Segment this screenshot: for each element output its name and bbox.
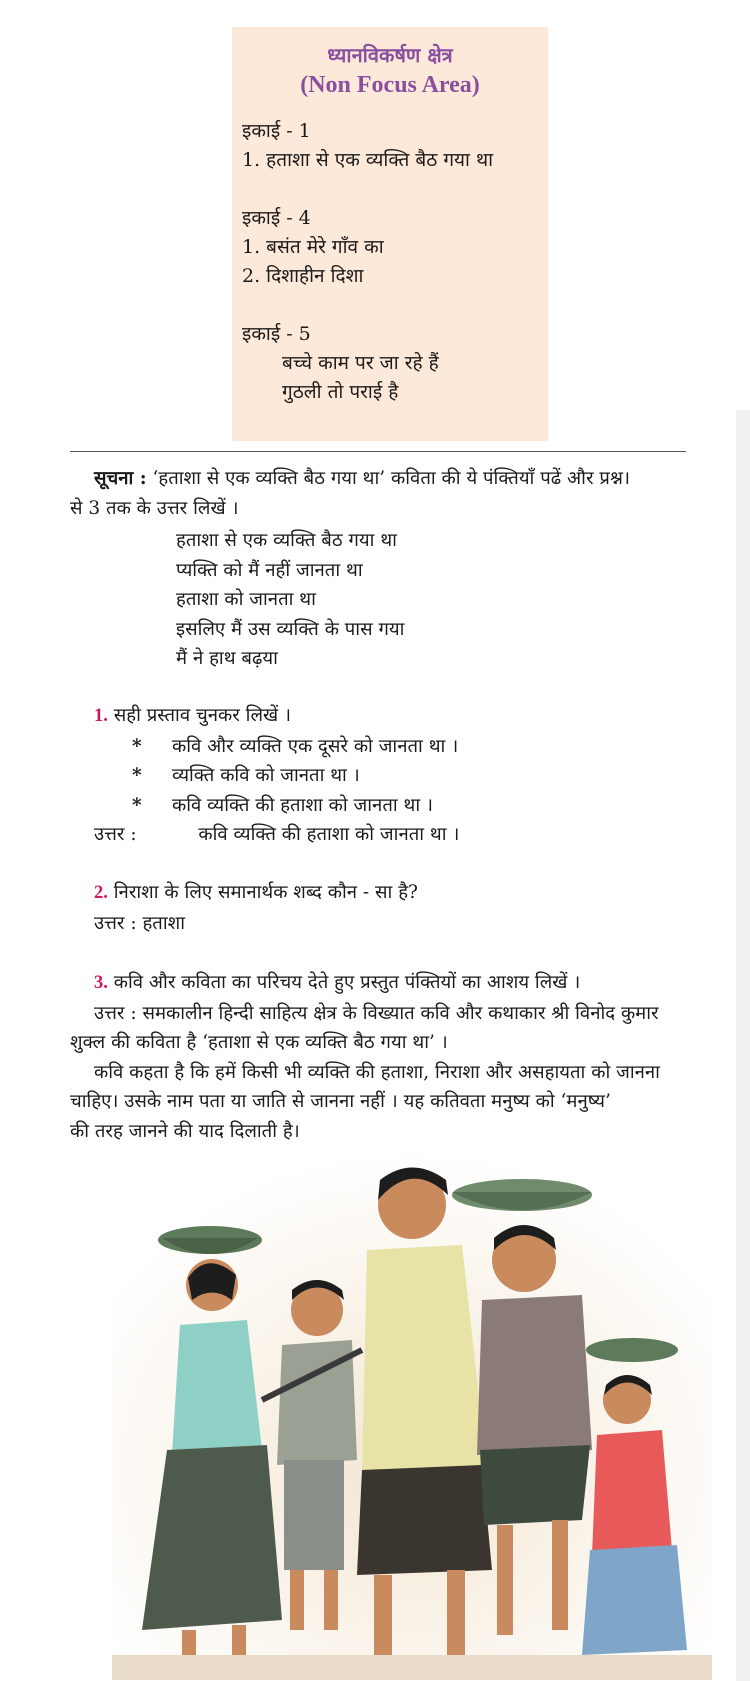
unit4-heading: इकाई - 4 <box>242 207 311 229</box>
divider <box>70 451 686 452</box>
answer-text: उत्तर : हताशा <box>94 912 186 934</box>
answer-line: चाहिए। उसके नाम पता या जाति से जानना नहीं । यह कतिवता मनुष्य को ‘मनुष्य’ <box>70 1091 611 1112</box>
bullet-icon: * <box>132 735 142 757</box>
children-carrying-baskets-illustration <box>112 1150 712 1680</box>
unit1-heading: इकाई - 1 <box>242 120 311 142</box>
unit4-item: 1. बसंत मेरे गाँव का <box>242 236 384 258</box>
question-number: 1. <box>94 706 108 726</box>
notice-label: सूचना : <box>94 468 147 489</box>
unit5-item: बच्चे काम पर जा रहे हैं <box>282 352 439 374</box>
page-edge-shade <box>736 410 750 1681</box>
question-text: कवि और कविता का परिचय देते हुए प्रस्तुत पंक्तियों का आशय लिखें । <box>113 972 581 993</box>
box-subtitle: (Non Focus Area) <box>300 72 480 98</box>
poem-line: हताशा से एक व्यक्ति बैठ गया था <box>176 530 397 551</box>
notice <box>70 464 736 523</box>
bullet-icon: * <box>132 794 142 816</box>
question-text: सही प्रस्ताव चुनकर लिखें । <box>113 705 292 726</box>
unit5-heading: इकाई - 5 <box>242 323 311 345</box>
notice-line: ‘हताशा से एक व्यक्ति बैठ गया था’ कविता की ये पंक्तियाँ पढें और प्रश्न। <box>152 468 631 489</box>
option-text: कवि और व्यक्ति एक दूसरे को जानता था । <box>172 735 459 757</box>
question-number: 3. <box>94 973 108 993</box>
bullet-icon: * <box>132 765 142 786</box>
question-2 <box>70 878 736 938</box>
answer-line: उत्तर : समकालीन हिन्दी साहित्य क्षेत्र के विख्यात कवि और कथाकार श्री विनोद कुमार <box>94 1002 659 1024</box>
unit1-item: 1. हताशा से एक व्यक्ति बैठ गया था <box>242 149 494 171</box>
option-text: कवि व्यक्ति की हताशा को जानता था । <box>172 794 434 816</box>
unit4-item: 2. दिशाहीन दिशा <box>242 265 364 287</box>
poem-block <box>70 526 736 674</box>
answer-line: की तरह जानने की याद दिलाती है। <box>70 1120 300 1142</box>
question-number: 2. <box>94 883 108 903</box>
answer-line: कवि कहता है कि हमें किसी भी व्यक्ति की हताशा, निराशा और असहायता को जानना <box>94 1061 660 1083</box>
answer-line: शुक्ल की कविता है ‘हताशा से एक व्यक्ति बैठ गया था’ । <box>70 1032 448 1053</box>
question-text: निराशा के लिए समानार्थक शब्द कौन - सा है? <box>113 882 418 903</box>
option-text: व्यक्ति कवि को जानता था । <box>172 765 360 786</box>
unit5-item: गुठली तो पराई है <box>282 381 399 403</box>
poem-line: इसलिए मैं उस व्यक्ति के पास गया <box>176 618 405 640</box>
poem-line: हताशा को जानता था <box>176 589 316 610</box>
poem-line: मैं ने हाथ बढ़या <box>176 648 278 669</box>
non-focus-area-box <box>232 27 548 441</box>
notice-line: से 3 तक के उत्तर लिखें । <box>70 497 239 519</box>
poem-line: प्यक्ति को मैं नहीं जानता था <box>176 559 363 581</box>
question-3 <box>70 968 736 1146</box>
question-1 <box>70 701 736 850</box>
answer-text: कवि व्यक्ति की हताशा को जानता था । <box>198 824 460 845</box>
box-title: ध्यानविकर्षण क्षेत्र <box>327 43 453 67</box>
answer-label: उत्तर : <box>94 824 137 845</box>
